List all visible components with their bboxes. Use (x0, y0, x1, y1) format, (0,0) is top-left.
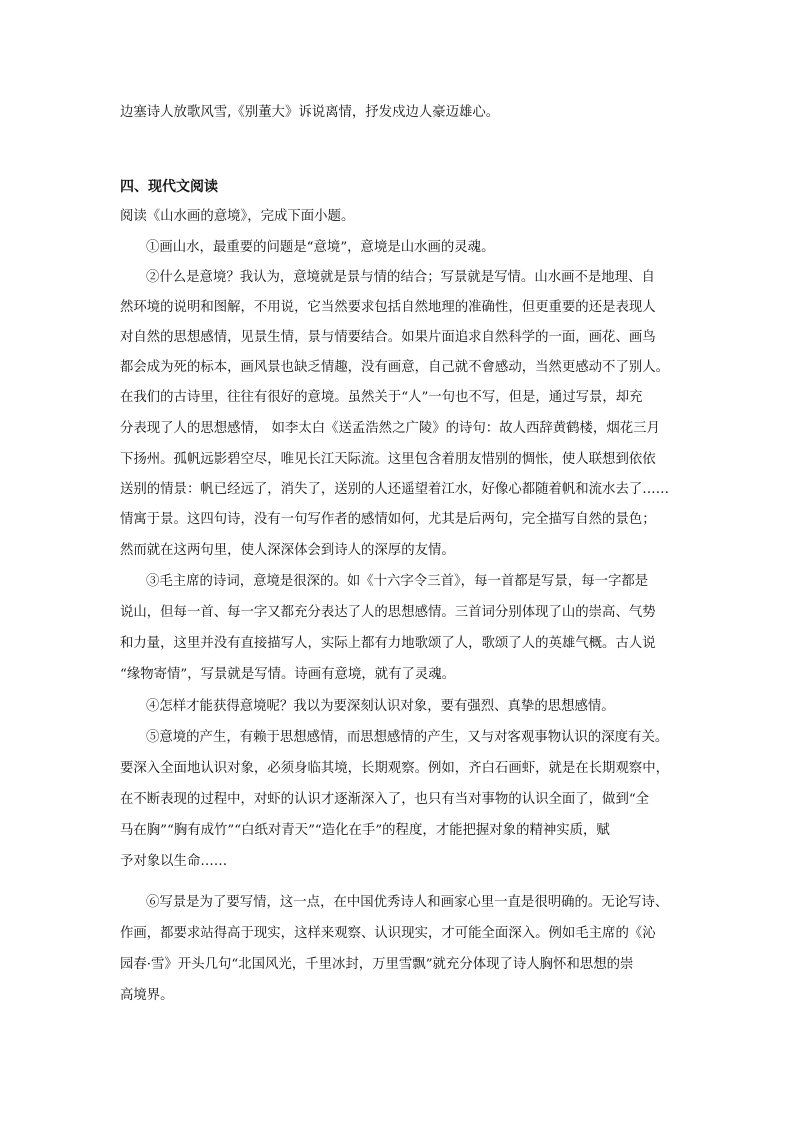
paragraph-2-line: ②什么是意境？我认为，意境就是景与情的结合；写景就是写情。山水画不是地理、自 (146, 270, 655, 285)
paragraph-2-line: 然而就在这两句里，使人深深体会到诗人的深厚的友情。 (120, 543, 455, 558)
paragraph-6-line: 园春·雪》开头几句“北国风光，千里冰封，万里雪飘”就充分体现了诗人胸怀和思想的崇 (120, 957, 634, 972)
paragraph-5-line: 马在胸”“胸有成竹”“白纸对青天”“造化在手”的程度，才能把握对象的精神实质，赋 (120, 823, 610, 838)
paragraph-2-line: 送别的情景：帆已经远了，消失了，送别的人还遥望着江水，好像心都随着帆和流水去了…… (120, 482, 670, 497)
paragraph-5-line: 予对象以生命…… (120, 854, 228, 869)
paragraph-2-line: 分表现了人的思想感情， 如李太白《送孟浩然之广陵》的诗句：故人西辞黄鹤楼，烟花三月 (120, 421, 660, 436)
paragraph-2-line: 然环境的说明和图解，不用说，它当然要求包括自然地理的准确性，但更重要的还是表现人 (120, 300, 656, 315)
paragraph-3-line: 和力量，这里并没有直接描写人，实际上都有力地歌颂了人，歌颂了人的英雄气概。古人说 (120, 636, 656, 651)
section-heading: 四、现代文阅读 (120, 179, 218, 195)
paragraph-4-line: ④怎样才能获得意境呢？我以为要深刻认识对象，要有强烈、真挚的思想感情。 (146, 699, 615, 714)
paragraph-2-line: 在我们的古诗里，往往有很好的意境。虽然关于“人”一句也不写，但是，通过写景，却充 (120, 390, 643, 405)
reading-instruction: 阅读《山水画的意境》，完成下面小题。 (120, 209, 355, 224)
paragraph-3-line: “缘物寄情”，写景就是写情。诗画有意境，就有了灵魂。 (120, 667, 456, 682)
paragraph-3-line: 说山，但每一首、每一字又都充分表达了人的思想感情。三首词分别体现了山的崇高、气势 (120, 605, 656, 620)
paragraph-6-line: 作画，都要求站得高于现实，这样来观察、认识现实，才可能全面深入。例如毛主席的《沁 (120, 926, 656, 941)
paragraph-5-line: ⑤意境的产生，有赖于思想感情，而思想感情的产生，又与对客观事物认识的深度有关。 (146, 730, 669, 745)
paragraph-6-line: ⑥写景是为了要写情，这一点，在中国优秀诗人和画家心里一直是很明确的。无论写诗、 (146, 895, 669, 910)
paragraph-5-line: 要深入全面地认识对象，必须身临其境，长期观察。例如，齐白石画虾，就是在长期观察中， (120, 761, 670, 776)
document-page (120, 0, 679, 1123)
paragraph-6-line: 高境界。 (120, 988, 174, 1003)
paragraph-2-line: 对自然的思想感情，见景生情，景与情要结合。如果片面追求自然科学的一面，画花、画鸟 (120, 330, 656, 345)
paragraph-2-line: 情寓于景。这四句诗，没有一句写作者的感情如何，尤其是后两句，完全描写自然的景色； (120, 512, 656, 527)
paragraph-2-line: 下扬州。孤帆远影碧空尽，唯见长江天际流。这里包含着朋友惜别的惆怅，使人联想到依依 (120, 452, 656, 467)
paragraph-1-line: ①画山水，最重要的问题是“意境”，意境是山水画的灵魂。 (146, 240, 495, 255)
paragraph-3-line: ③毛主席的诗词，意境是很深的。如《十六字令三首》，每一首都是写景，每一字都是 (146, 574, 649, 589)
intro-line: 边塞诗人放歌风雪,《别董大》诉说离情，抒发戍边人豪迈雄心。 (120, 105, 500, 120)
paragraph-2-line: 都会成为死的标本，画风景也缺乏情趣，没有画意，自己就不會感动，当然更感动不了别人。 (120, 360, 670, 375)
paragraph-5-line: 在不断表现的过程中，对虾的认识才逐渐深入了，也只有当对事物的认识全面了，做到“全 (120, 792, 650, 807)
